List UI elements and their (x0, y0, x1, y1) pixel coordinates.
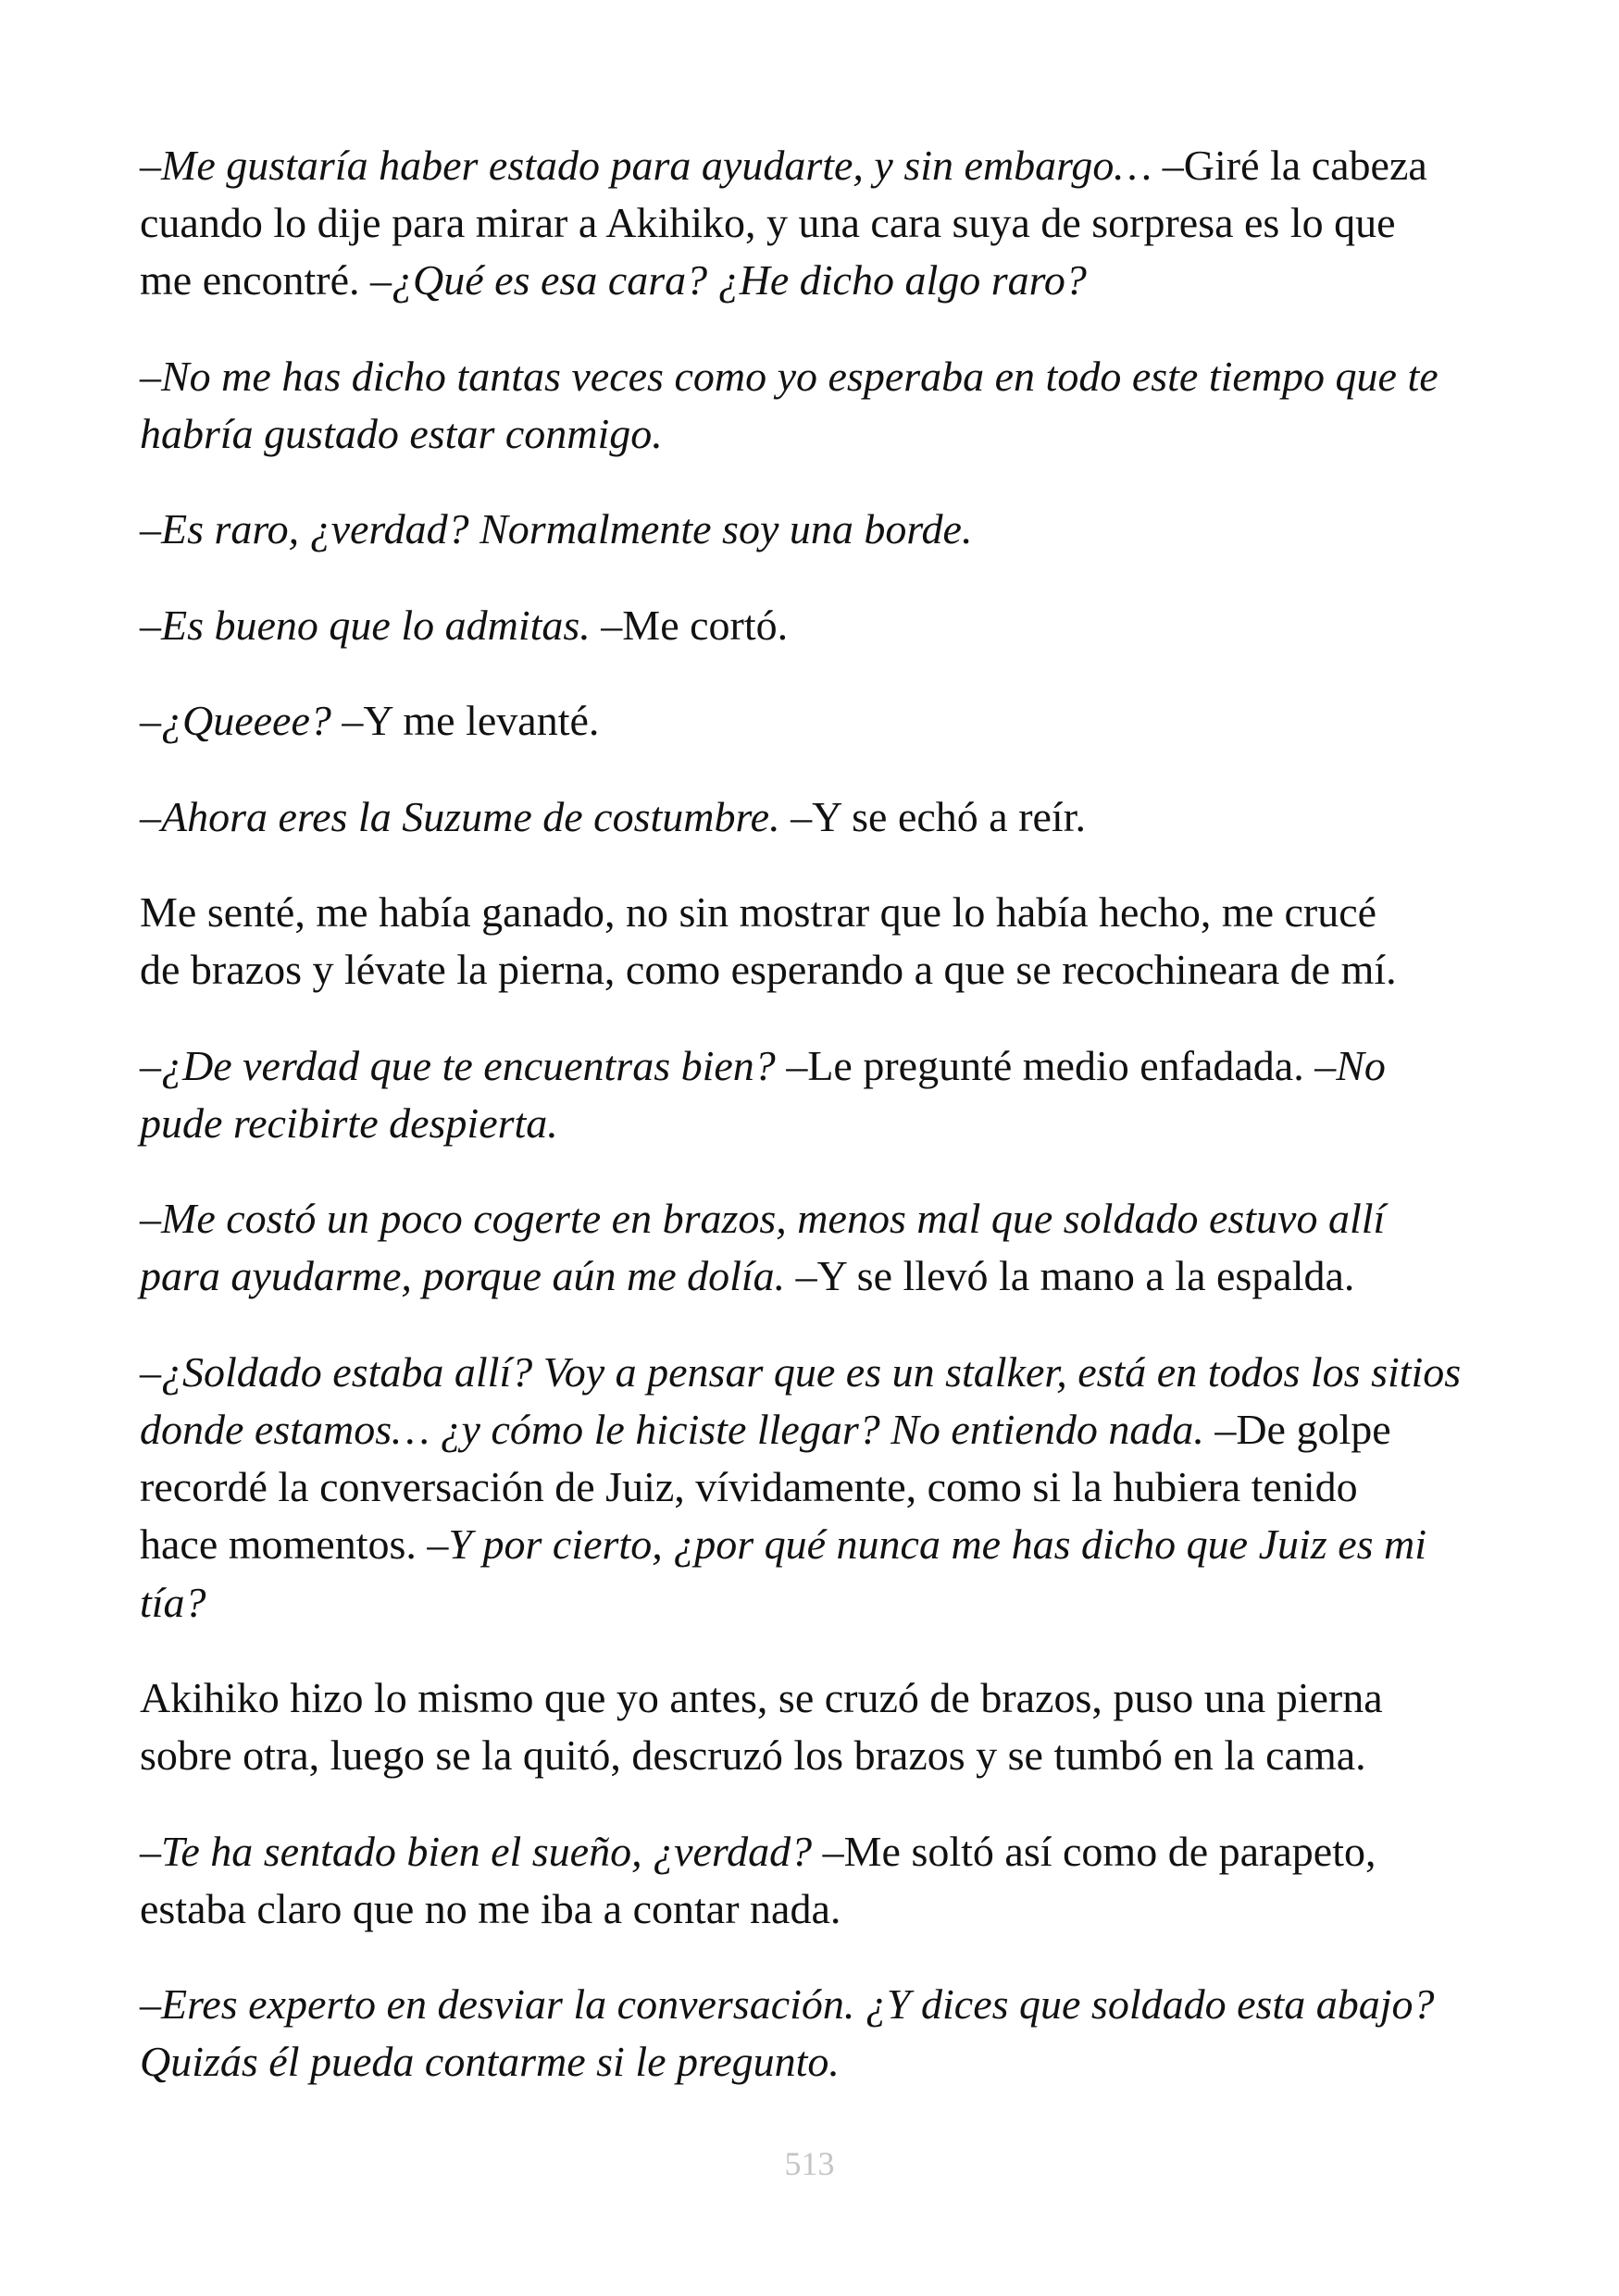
text-run: de brazos y lévate la pierna, como esperando a que se recochineara de mí. (140, 946, 1397, 994)
text-line (140, 1976, 1479, 2033)
text-run: –Me costó un poco cogerte en brazos, menos mal que soldado estuvo allí (140, 1195, 1386, 1243)
text-run: Y por cierto, ¿por qué nunca me has dicho que Juiz es mi (448, 1520, 1427, 1569)
text-line (140, 348, 1479, 405)
paragraph (140, 1344, 1479, 1632)
text-run: –De golpe (1203, 1405, 1391, 1453)
text-run: –Y se echó a reír. (779, 792, 1086, 840)
text-run: donde estamos… ¿y cómo le hiciste llegar? No entiendo nada. (140, 1405, 1204, 1453)
text-run: –Y se llevó la mano a la espalda. (785, 1252, 1355, 1300)
body-text (140, 137, 1479, 2091)
paragraph (140, 692, 1479, 750)
text-run: para ayudarme, porque aún me dolía. (140, 1252, 786, 1300)
paragraph (140, 348, 1479, 463)
text-run: –Y me levanté. (330, 697, 600, 745)
text-line (140, 1880, 1479, 1938)
text-run: Akihiko hizo lo mismo que yo antes, se cruzó de brazos, puso una pierna (140, 1673, 1383, 1721)
text-run: –Es bueno que lo admitas. (140, 601, 591, 649)
text-line (140, 788, 1479, 846)
text-line (140, 1516, 1479, 1573)
text-run: –Me gustaría haber estado para ayudarte, y sin embargo… (140, 142, 1152, 189)
text-run: –Me cortó. (590, 601, 789, 649)
text-run: Quizás él pueda contarme si le pregunto. (140, 2038, 840, 2086)
paragraph (140, 1976, 1479, 2091)
text-run: ¿Qué es esa cara? ¿He dicho algo raro? (392, 256, 1087, 304)
text-run: Me senté, me había ganado, no sin mostrar que lo había hecho, me crucé (140, 887, 1377, 936)
text-run: –No me has dicho tantas veces como yo esperaba en todo este tiempo que te (140, 352, 1438, 400)
text-line (140, 1095, 1479, 1152)
text-run: estaba claro que no me iba a contar nada. (140, 1884, 841, 1932)
text-run: –Me soltó así como de parapeto, (812, 1827, 1376, 1875)
paragraph (140, 1669, 1479, 1784)
text-run: sobre otra, luego se la quitó, descruzó los brazos y se tumbó en la cama. (140, 1731, 1366, 1780)
text-run: pude recibirte despierta. (140, 1098, 558, 1147)
text-line (140, 252, 1479, 309)
text-line (140, 405, 1479, 463)
text-run: –Eres experto en desviar la conversación. ¿Y dices que soldado esta abajo? (140, 1980, 1435, 2029)
text-line (140, 1037, 1479, 1095)
text-line (140, 1669, 1479, 1727)
text-run: No (1336, 1041, 1386, 1089)
text-line (140, 1727, 1479, 1784)
text-line (140, 1247, 1479, 1305)
text-line (140, 1401, 1479, 1458)
text-line (140, 1190, 1479, 1247)
text-line (140, 137, 1479, 194)
text-run: –¿De verdad que te encuentras bien? (140, 1041, 776, 1089)
text-run: hace momentos. – (140, 1520, 449, 1569)
text-run: –Te ha sentado bien el sueño, ¿verdad? (140, 1827, 813, 1875)
text-line (140, 692, 1479, 750)
text-line (140, 2033, 1479, 2091)
text-run: –¿Queeee? (140, 697, 331, 745)
text-line (140, 1574, 1479, 1632)
text-line (140, 884, 1479, 941)
text-line (140, 194, 1479, 252)
text-run: habría gustado estar conmigo. (140, 410, 663, 457)
text-run: me encontré. – (140, 256, 392, 304)
text-run: –Giré la cabeza (1152, 142, 1427, 189)
paragraph (140, 501, 1479, 558)
paragraph (140, 788, 1479, 846)
text-line (140, 1823, 1479, 1880)
page-number: 513 (784, 2145, 835, 2182)
text-run: –¿Soldado estaba allí? Voy a pensar que es un stalker, está en todos los sitios (140, 1347, 1462, 1396)
text-run: tía? (140, 1578, 206, 1626)
text-run: –Ahora eres la Suzume de costumbre. (140, 792, 780, 840)
paragraph (140, 597, 1479, 654)
text-run: recordé la conversación de Juiz, vívidamente, como si la hubiera tenido (140, 1463, 1358, 1511)
paragraph (140, 1190, 1479, 1305)
text-line (140, 1458, 1479, 1516)
text-line (140, 501, 1479, 558)
text-run: –Es raro, ¿verdad? Normalmente soy una borde. (140, 505, 973, 553)
text-line (140, 1344, 1479, 1401)
text-run: cuando lo dije para mirar a Akihiko, y una cara suya de sorpresa es lo que (140, 199, 1396, 247)
paragraph (140, 137, 1479, 310)
text-line (140, 597, 1479, 654)
paragraph (140, 884, 1479, 999)
paragraph (140, 1823, 1479, 1938)
paragraph (140, 1037, 1479, 1152)
text-line (140, 941, 1479, 999)
text-run: –Le pregunté medio enfadada. – (775, 1041, 1337, 1089)
